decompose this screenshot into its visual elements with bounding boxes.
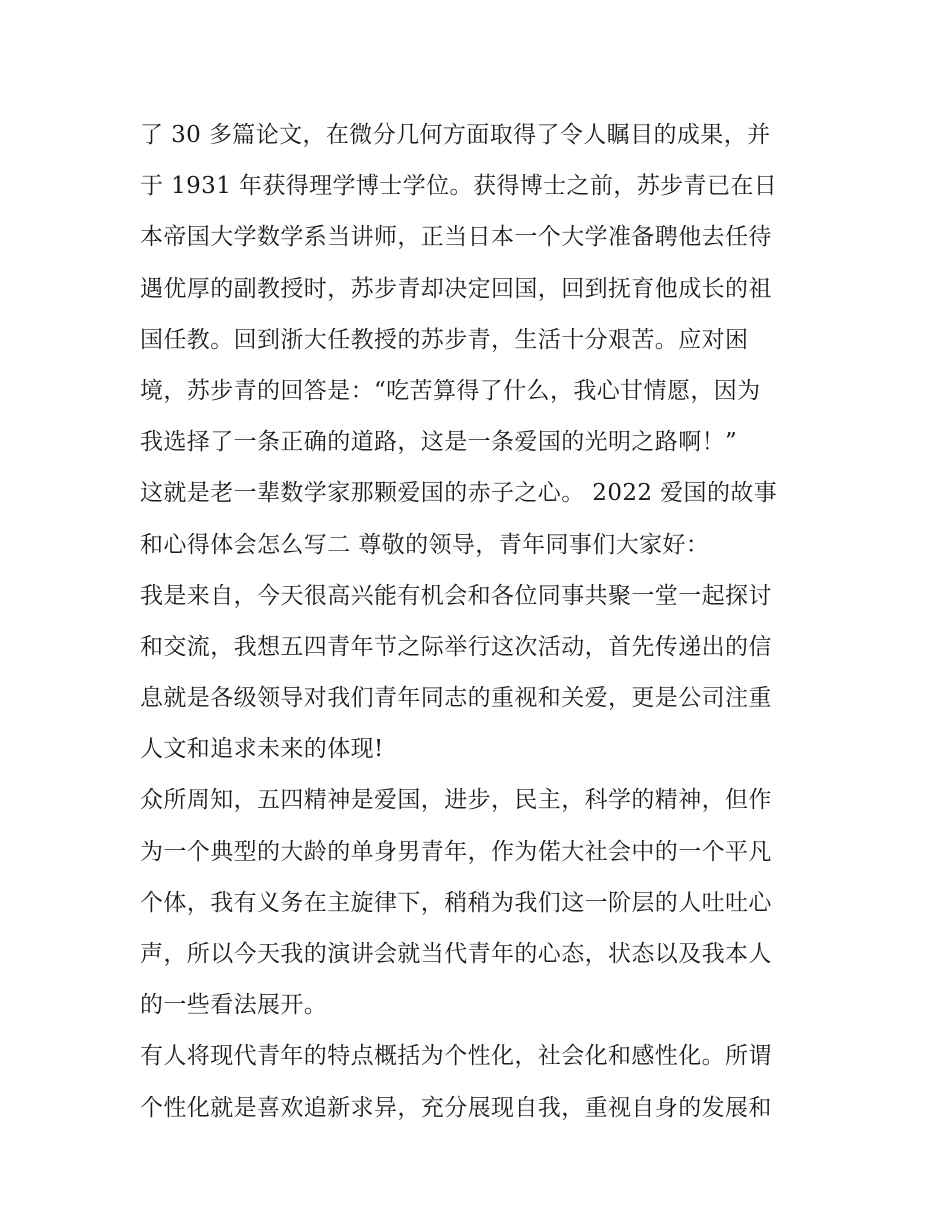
text-line: 我选择了一条正确的道路，这是一条爱国的光明之路啊！”	[140, 429, 738, 456]
text-line: 人文和追求未来的体现!	[140, 736, 384, 763]
text-line: 的一些看法展开。	[140, 992, 328, 1019]
text-line: 声，所以今天我的演讲会就当代青年的心态，状态以及我本人	[140, 941, 772, 967]
text-line: 和交流，我想五四青年节之际举行这次活动，首先传递出的信	[140, 633, 772, 660]
text-line: 了 30 多篇论文，在微分几何方面取得了令人瞩目的成果，并	[140, 122, 771, 148]
text-line: 境，苏步青的回答是：“吃苦算得了什么，我心甘情愿，因为	[140, 377, 761, 404]
text-line: 和心得体会怎么写二 尊敬的领导，青年同事们大家好：	[140, 531, 710, 558]
text-line: 众所周知，五四精神是爱国，进步，民主，科学的精神，但作	[140, 787, 772, 814]
text-line: 有人将现代青年的特点概括为个性化，社会化和感性化。所谓	[140, 1043, 772, 1070]
text-line: 个性化就是喜欢追新求异，充分展现自我，重视自身的发展和	[140, 1094, 772, 1121]
text-line: 为一个典型的大龄的单身男青年，作为偌大社会中的一个平凡	[140, 838, 772, 865]
body-text	[140, 110, 820, 1134]
text-line: 遇优厚的副教授时，苏步青却决定回国，回到抚育他成长的祖	[140, 275, 772, 302]
text-line: 于 1931 年获得理学博士学位。获得博士之前，苏步青已在日	[140, 173, 778, 200]
text-line: 国任教。回到浙大任教授的苏步青，生活十分艰苦。应对困	[140, 326, 749, 353]
text-line: 息就是各级领导对我们青年同志的重视和关爱，更是公司注重	[140, 685, 772, 712]
text-line: 本帝国大学数学系当讲师，正当日本一个大学准备聘他去任待	[140, 224, 772, 251]
text-line: 个体，我有义务在主旋律下，稍稍为我们这一阶层的人吐吐心	[140, 889, 772, 916]
text-line: 这就是老一辈数学家那颗爱国的赤子之心。 2022 爱国的故事	[140, 480, 778, 507]
text-line: 我是来自，今天很高兴能有机会和各位同事共聚一堂一起探讨	[140, 582, 772, 609]
